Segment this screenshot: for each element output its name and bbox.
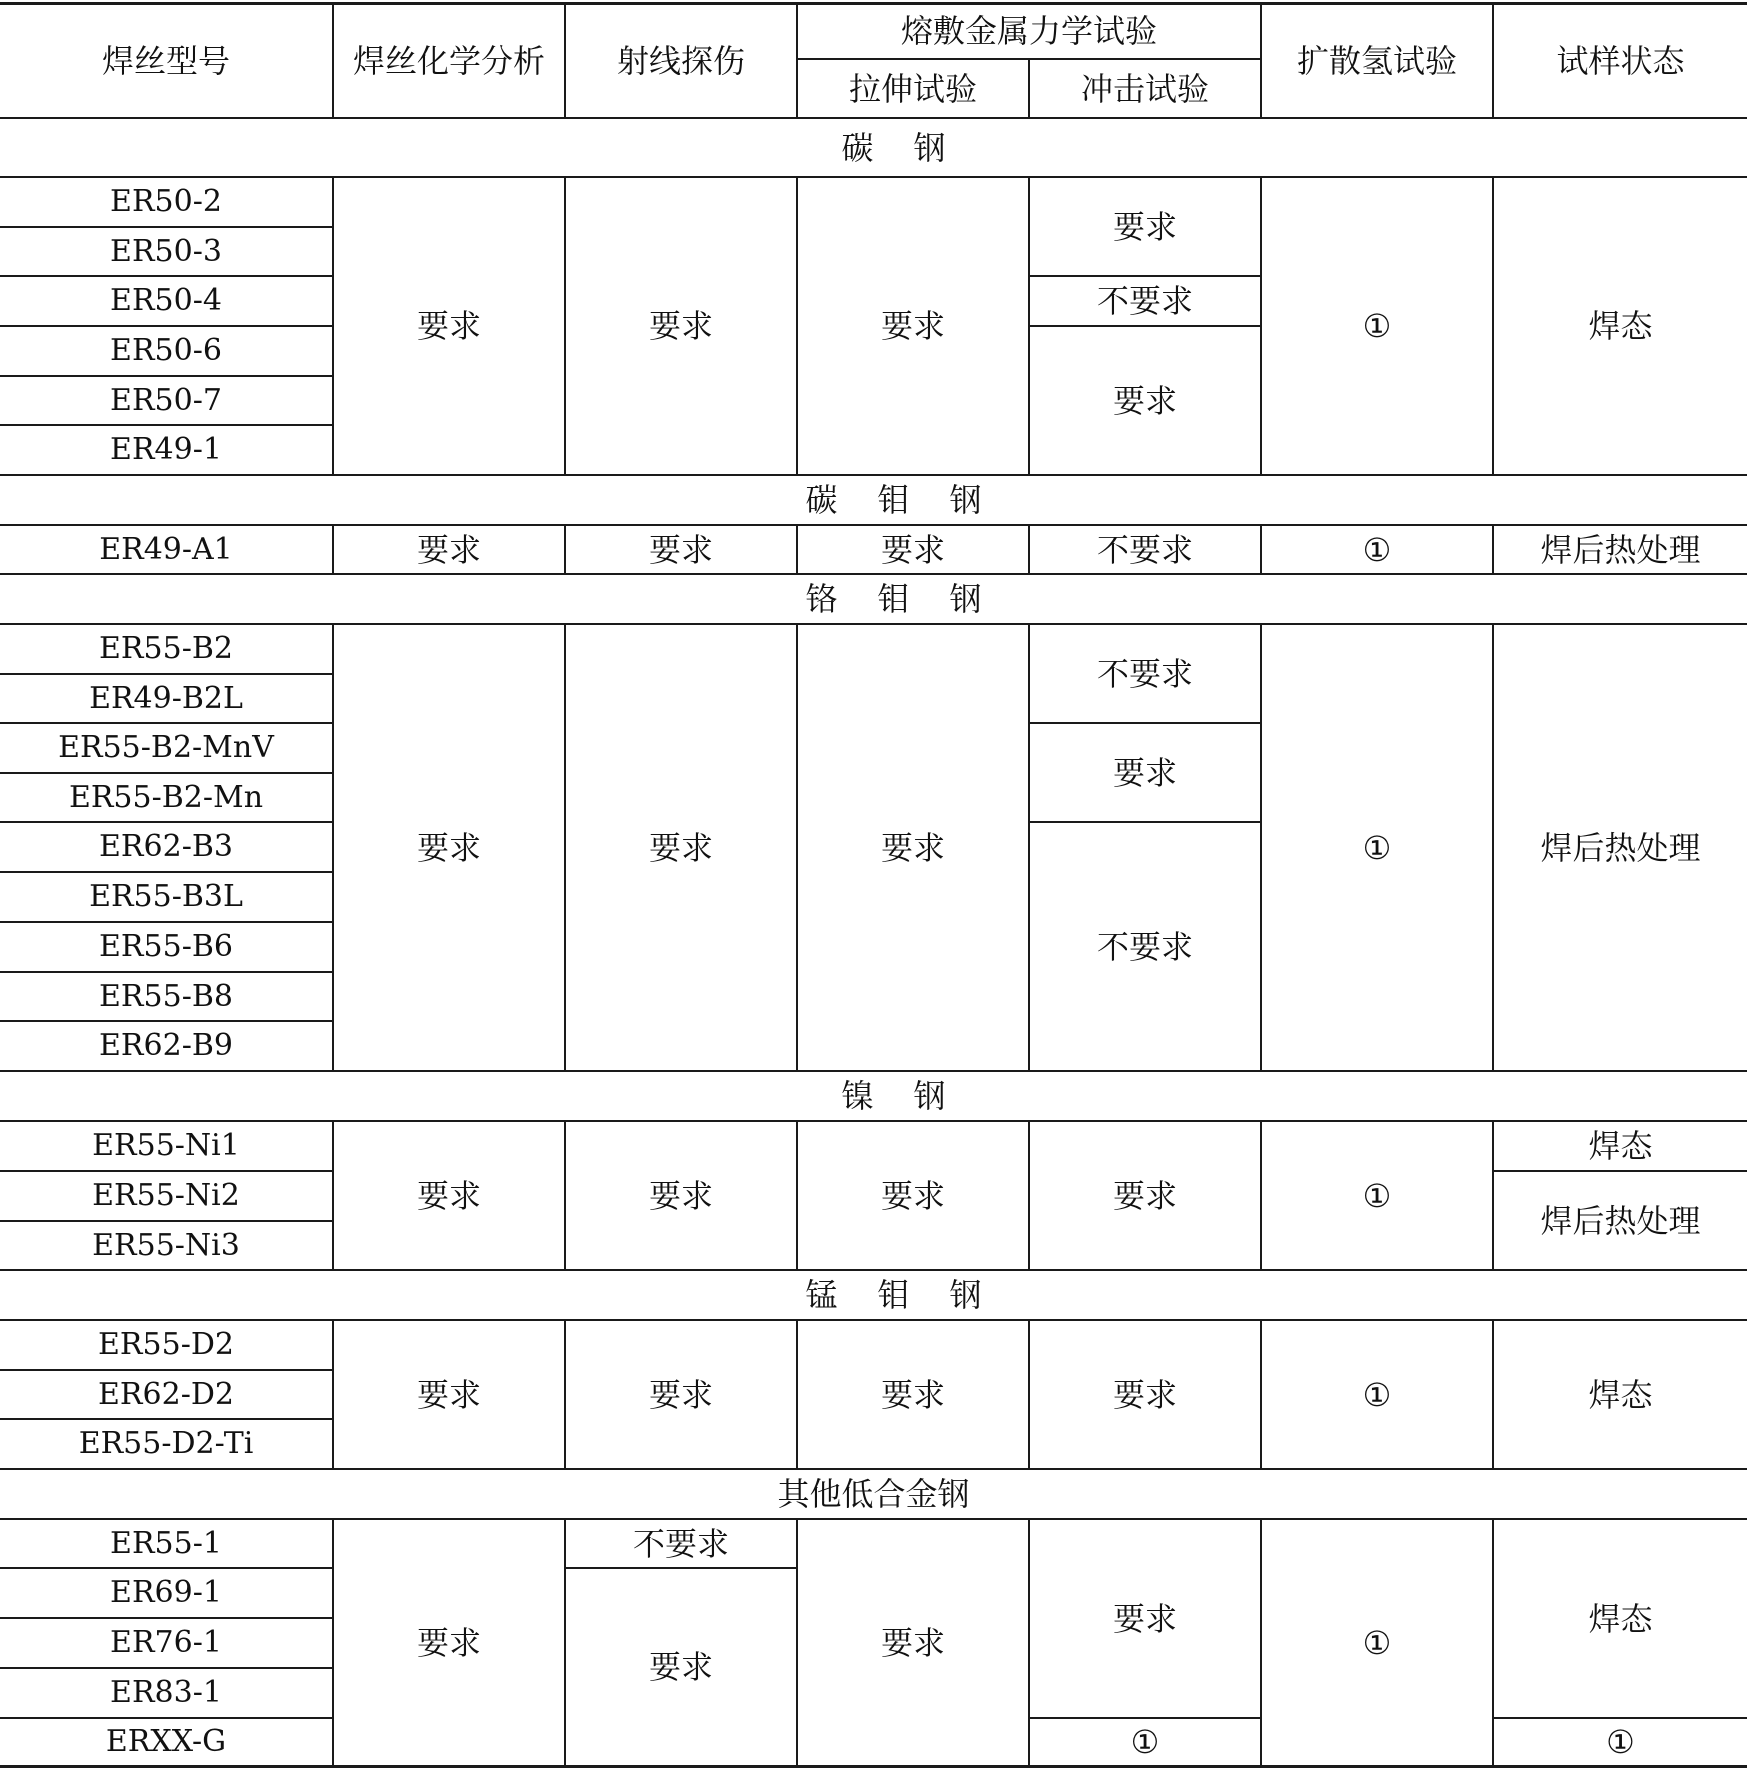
radio-cell: 要求 xyxy=(648,828,713,867)
model-cell: ER50-3 xyxy=(110,233,222,269)
model-cell: ER55-Ni2 xyxy=(92,1178,240,1213)
model-cell: ER83-1 xyxy=(110,1675,222,1710)
model-cell: ER50-2 xyxy=(110,184,222,219)
model-cell: ER55-Ni3 xyxy=(92,1227,240,1263)
radio-cell: 不要求 xyxy=(632,1524,729,1563)
model-cell: ER55-D2 xyxy=(98,1327,234,1362)
state-cell: 焊态 xyxy=(1588,1127,1653,1165)
model-cell: ER49-A1 xyxy=(99,531,233,567)
section-title-other: 其他低合金钢 xyxy=(777,1475,970,1513)
model-cell: ER55-B6 xyxy=(99,929,233,964)
section-title-carbon: 碳钢 xyxy=(841,128,986,167)
chem-cell: 要求 xyxy=(416,1176,481,1215)
header-state: 试样状态 xyxy=(1556,41,1685,80)
impact-cell: 要求 xyxy=(1112,381,1177,420)
model-cell: ER55-B2-Mn xyxy=(68,779,264,815)
impact-cell: 不要求 xyxy=(1096,530,1193,569)
section-title-cmo: 碳钼钢 xyxy=(805,481,1022,519)
header-radio: 射线探伤 xyxy=(616,41,745,80)
impact-cell: 要求 xyxy=(1112,753,1177,792)
radio-cell: 要求 xyxy=(648,1648,713,1686)
model-cell: ER62-D2 xyxy=(98,1376,234,1412)
hydrogen-cell: ① xyxy=(1362,530,1392,569)
impact-cell: 要求 xyxy=(1112,1599,1177,1638)
header-chem: 焊丝化学分析 xyxy=(352,41,545,80)
model-cell: ER55-D2-Ti xyxy=(78,1426,254,1461)
state-cell: 焊态 xyxy=(1588,307,1653,345)
chem-cell: 要求 xyxy=(416,828,481,867)
state-cell: 焊后热处理 xyxy=(1540,1201,1701,1240)
chem-cell: 要求 xyxy=(416,1623,481,1662)
section-title-crmo: 铬钼钢 xyxy=(805,580,1022,618)
header-impact: 冲击试验 xyxy=(1080,69,1209,108)
tensile-cell: 要求 xyxy=(880,1623,945,1662)
radio-cell: 要求 xyxy=(648,530,713,569)
impact-cell: ① xyxy=(1130,1723,1160,1761)
impact-cell: 要求 xyxy=(1112,207,1177,246)
hydrogen-cell: ① xyxy=(1362,1623,1392,1662)
tensile-cell: 要求 xyxy=(880,1375,945,1414)
hydrogen-cell: ① xyxy=(1362,307,1392,345)
model-cell: ER62-B9 xyxy=(99,1028,233,1063)
model-cell: ER50-4 xyxy=(110,283,222,318)
model-cell: ER49-B2L xyxy=(89,680,243,716)
hydrogen-cell: ① xyxy=(1362,1176,1392,1215)
state-cell: 焊态 xyxy=(1588,1599,1653,1638)
state-cell: 焊态 xyxy=(1588,1375,1653,1414)
impact-cell: 要求 xyxy=(1112,1375,1177,1414)
tensile-cell: 要求 xyxy=(880,1176,945,1215)
model-cell: ER55-B2-MnV xyxy=(58,730,274,765)
chem-cell: 要求 xyxy=(416,1375,481,1414)
radio-cell: 要求 xyxy=(648,1375,713,1414)
section-title-ni: 镍钢 xyxy=(841,1077,986,1115)
tensile-cell: 要求 xyxy=(880,828,945,867)
model-cell: ER50-6 xyxy=(110,333,222,368)
rule-bottom xyxy=(0,1765,1747,1768)
impact-cell: 要求 xyxy=(1112,1176,1177,1215)
chem-cell: 要求 xyxy=(416,307,481,345)
header-model: 焊丝型号 xyxy=(101,41,230,80)
tensile-cell: 要求 xyxy=(880,307,945,345)
model-cell: ER69-1 xyxy=(110,1575,222,1610)
model-cell: ER62-B3 xyxy=(99,829,233,864)
header-hydrogen: 扩散氢试验 xyxy=(1296,41,1457,80)
model-cell: ER55-1 xyxy=(110,1525,222,1561)
impact-cell: 不要求 xyxy=(1096,927,1193,966)
model-cell: ER49-1 xyxy=(110,432,222,467)
state-cell: ① xyxy=(1606,1723,1635,1761)
hydrogen-cell: ① xyxy=(1362,1375,1392,1414)
state-cell: 焊后热处理 xyxy=(1540,828,1701,867)
state-cell: 焊后热处理 xyxy=(1540,530,1701,569)
model-cell: ER55-Ni1 xyxy=(92,1128,240,1163)
section-title-mnmo: 锰钼钢 xyxy=(805,1276,1022,1314)
header-mech-group: 熔敷金属力学试验 xyxy=(900,12,1157,50)
model-cell: ER55-B2 xyxy=(99,631,233,666)
model-cell: ER76-1 xyxy=(110,1625,222,1660)
impact-cell: 不要求 xyxy=(1096,654,1193,693)
header-tensile: 拉伸试验 xyxy=(848,69,977,108)
impact-cell: 不要求 xyxy=(1096,282,1193,320)
model-cell: ER55-B3L xyxy=(89,879,243,914)
hydrogen-cell: ① xyxy=(1362,828,1392,867)
chem-cell: 要求 xyxy=(416,530,481,569)
model-cell: ER50-7 xyxy=(110,382,222,418)
model-cell: ERXX-G xyxy=(105,1724,227,1759)
tensile-cell: 要求 xyxy=(880,530,945,569)
radio-cell: 要求 xyxy=(648,307,713,345)
radio-cell: 要求 xyxy=(648,1176,713,1215)
model-cell: ER55-B8 xyxy=(99,978,233,1014)
